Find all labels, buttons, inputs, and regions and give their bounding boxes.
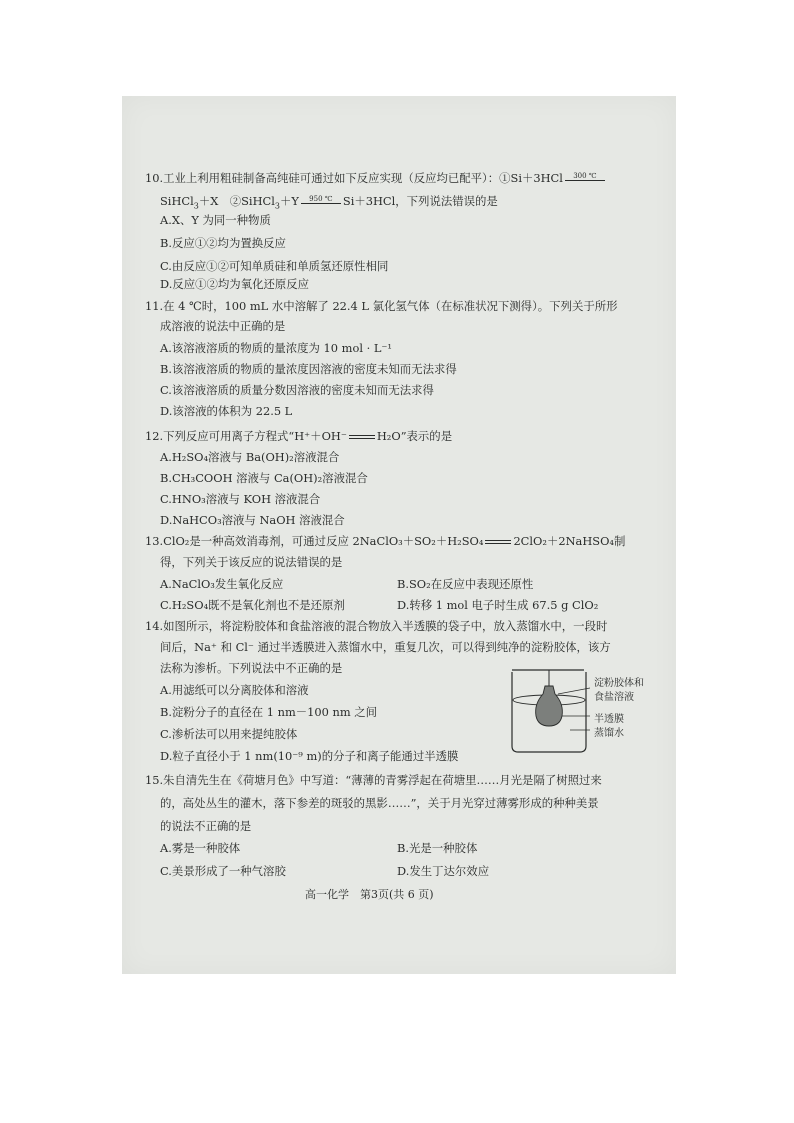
- q11-option-b: B.该溶液溶质的物质的量浓度因溶液的密度未知而无法求得: [160, 362, 457, 376]
- q10-option-d: D.反应①②均为氧化还原反应: [160, 277, 310, 291]
- q13-option-d: D.转移 1 mol 电子时生成 67.5 g ClO₂: [397, 598, 599, 612]
- q14-option-a: A.用滤纸可以分离胶体和溶液: [160, 683, 309, 697]
- q15-line1: 15.朱自清先生在《荷塘月色》中写道：“薄薄的青雾浮起在荷塘里……月光是隔了树照过来: [145, 773, 602, 787]
- q15-option-b: B.光是一种胶体: [397, 841, 478, 855]
- q14-option-d: D.粒子直径小于 1 nm(10⁻⁹ m)的分子和离子能通过半透膜: [160, 749, 459, 763]
- q14-line3: 法称为渗析。下列说法中不正确的是: [160, 661, 343, 675]
- q11-line2: 成溶液的说法中正确的是: [160, 319, 286, 333]
- q13-line1: 13.ClO₂是一种高效消毒剂，可通过反应 2NaClO₃＋SO₂＋H₂SO₄ 2ClO₂＋2NaHSO₄制: [145, 534, 626, 548]
- q10-option-a: A.X、Y 为同一种物质: [160, 213, 271, 227]
- q14-line1: 14.如图所示，将淀粉胶体和食盐溶液的混合物放入半透膜的袋子中，放入蒸馏水中，一段时: [145, 619, 608, 633]
- q10-option-b: B.反应①②均为置换反应: [160, 236, 286, 250]
- equals-sign: [485, 540, 511, 544]
- page-footer: 高一化学 第3页(共 6 页): [305, 888, 434, 901]
- q11-line1: 11.在 4 ℃时，100 mL 水中溶解了 22.4 L 氯化氢气体（在标准状况下测得）。下列关于所形: [145, 299, 618, 313]
- q13-option-b: B.SO₂在反应中表现还原性: [397, 577, 534, 591]
- q13-option-a: A.NaClO₃发生氧化反应: [160, 577, 284, 591]
- equals-sign: [349, 435, 375, 439]
- q15-line2: 的，高处丛生的灌木，落下参差的斑驳的黑影……”，关于月光穿过薄雾形成的种种美景: [160, 796, 599, 810]
- q13-option-c: C.H₂SO₄既不是氧化剂也不是还原剂: [160, 598, 345, 612]
- q14-line2: 间后，Na⁺ 和 Cl⁻ 通过半透膜进入蒸馏水中，重复几次，可以得到纯净的淀粉胶体，该方: [160, 640, 611, 654]
- q12-option-a: A.H₂SO₄溶液与 Ba(OH)₂溶液混合: [160, 450, 340, 464]
- q12-option-d: D.NaHCO₃溶液与 NaOH 溶液混合: [160, 513, 345, 527]
- dialysis-beaker-diagram: [500, 664, 590, 759]
- label-salt-solution: 食盐溶液: [594, 692, 634, 703]
- reaction-arrow: 300 ℃: [565, 174, 605, 184]
- label-membrane: 半透膜: [594, 714, 624, 725]
- q15-option-c: C.美景形成了一种气溶胶: [160, 864, 286, 878]
- q11-option-d: D.该溶液的体积为 22.5 L: [160, 404, 293, 418]
- reaction-arrow: 950 ℃: [301, 197, 341, 207]
- q10-line2: SiHCl$_3$＋X ②SiHCl$_3$＋Y 950 ℃ Si＋3HCl，下列说法错误的是: [160, 194, 498, 211]
- q12-option-b: B.CH₃COOH 溶液与 Ca(OH)₂溶液混合: [160, 471, 368, 485]
- q15-line3: 的说法不正确的是: [160, 819, 252, 833]
- q14-option-b: B.淀粉分子的直径在 1 nm－100 nm 之间: [160, 705, 378, 719]
- q10-line1: 10.工业上利用粗硅制备高纯硅可通过如下反应实现（反应均已配平）：①Si＋3HCl 300 ℃: [145, 170, 607, 186]
- q15-option-a: A.雾是一种胶体: [160, 841, 241, 855]
- q14-option-c: C.渗析法可以用来提纯胶体: [160, 727, 298, 741]
- q11-option-c: C.该溶液溶质的质量分数因溶液的密度未知而无法求得: [160, 383, 434, 397]
- q15-option-d: D.发生丁达尔效应: [397, 864, 490, 878]
- q12-option-c: C.HNO₃溶液与 KOH 溶液混合: [160, 492, 321, 506]
- label-starch-colloid: 淀粉胶体和: [594, 678, 644, 689]
- label-distilled-water: 蒸馏水: [594, 728, 624, 739]
- q12-line1: 12.下列反应可用离子方程式“H⁺＋OH⁻ H₂O”表示的是: [145, 429, 453, 443]
- q10-option-c: C.由反应①②可知单质硅和单质氢还原性相同: [160, 259, 389, 273]
- q11-option-a: A.该溶液溶质的物质的量浓度为 10 mol · L⁻¹: [160, 341, 392, 355]
- q13-line2: 得，下列关于该反应的说法错误的是: [160, 555, 343, 569]
